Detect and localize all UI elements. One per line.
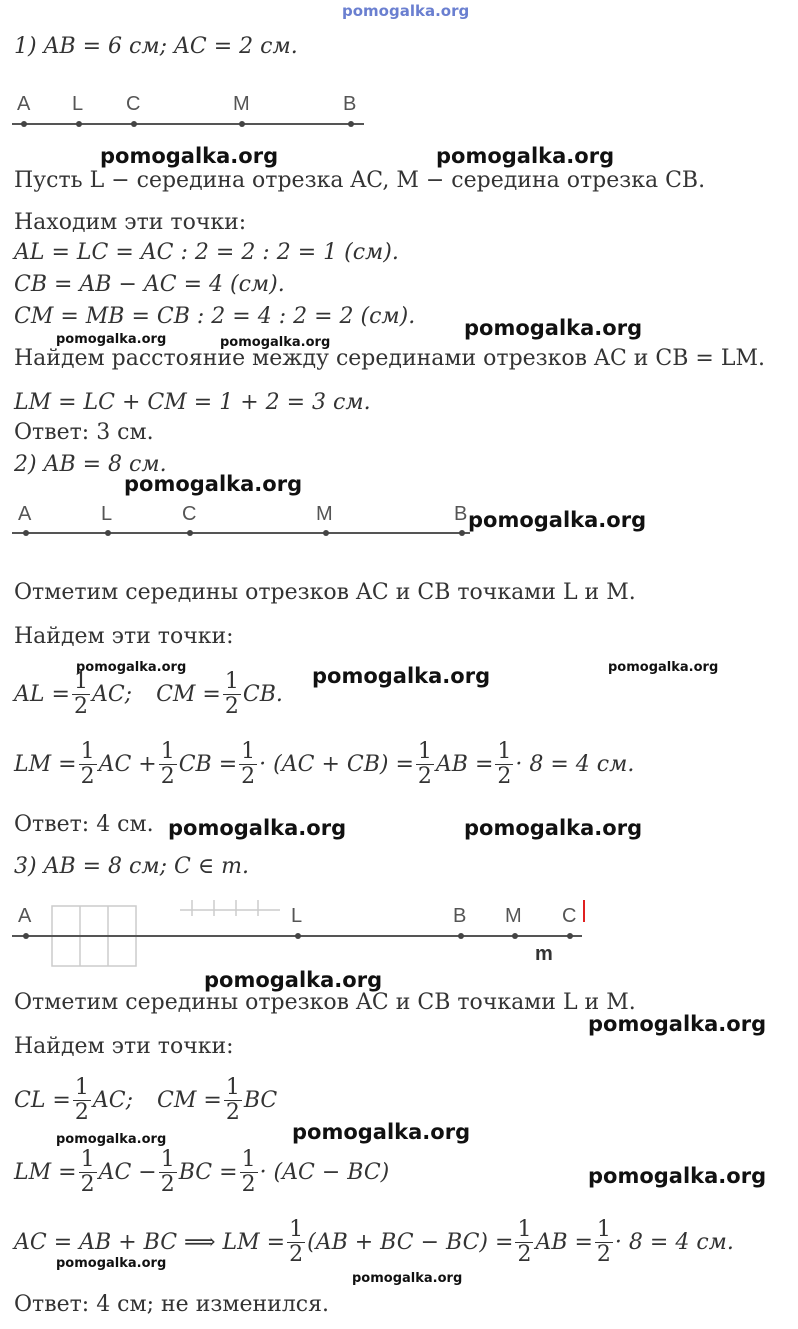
fraction-half: $\frac{1}{2}$ — [80, 739, 95, 789]
watermark: pomogalka.org — [352, 1271, 463, 1286]
part2-point-l — [105, 530, 111, 536]
part3-given: 3) AB = 8 см; C ∈ m. — [14, 854, 249, 879]
part1-label-c: C — [126, 93, 141, 115]
f-text: CB. — [242, 682, 283, 707]
part2-label-a: A — [18, 503, 32, 525]
watermark: pomogalka.org — [464, 816, 643, 840]
f-text: BC — [243, 1088, 278, 1113]
part1-given: 1) AB = 6 см; AC = 2 см. — [14, 34, 298, 59]
part2-formula2 — [14, 740, 634, 789]
part3-point-a — [23, 933, 29, 939]
part3-label-c: C — [562, 905, 577, 927]
watermark: pomogalka.org — [124, 472, 303, 496]
part1-distance: Найдем расстояние между серединами отрезков AC и CB = LM. — [14, 346, 765, 371]
part3-formula1 — [14, 1076, 277, 1125]
f-text: AL = — [14, 682, 70, 707]
fraction-half: $\frac{1}{2}$ — [73, 669, 88, 719]
f-text: · 8 = 4 см. — [614, 1230, 734, 1255]
part3-point-b — [458, 933, 464, 939]
part1-result: LM = LC + CM = 1 + 2 = 3 см. — [14, 390, 371, 415]
watermark: pomogalka.org — [100, 144, 279, 168]
f-text: BC = — [178, 1160, 238, 1185]
f-text: AB = — [435, 752, 494, 777]
part1-intro: Пусть L − середина отрезка AC, M − середина отрезка CB. — [14, 168, 706, 193]
f-text: AB = — [535, 1230, 593, 1255]
f-text: CL = — [14, 1088, 71, 1113]
part3-label-a: A — [18, 905, 32, 927]
part2-given: 2) AB = 8 см. — [14, 452, 167, 477]
part2-find-header: Найдем эти точки: — [14, 624, 234, 649]
part2-label-b: B — [454, 503, 468, 525]
part2-point-m — [323, 530, 329, 536]
f-text: · (AC − BC) — [259, 1160, 390, 1185]
f-text: · 8 = 4 см. — [515, 752, 635, 777]
f-text: CM = — [156, 682, 221, 707]
watermark: pomogalka.org — [436, 144, 615, 168]
watermark: pomogalka.org — [56, 332, 167, 347]
fraction-half: $\frac{1}{2}$ — [74, 1075, 89, 1125]
part2-mark: Отметим середины отрезков AC и CB точками L и M. — [14, 580, 636, 605]
watermark: pomogalka.org — [220, 335, 331, 350]
fraction-half: $\frac{1}{2}$ — [289, 1217, 304, 1267]
part3-answer: Ответ: 4 см; не изменился. — [14, 1292, 329, 1317]
part1-label-a: A — [17, 93, 31, 115]
part1-line3: CM = MB = CB : 2 = 4 : 2 = 2 (см). — [14, 304, 416, 329]
part3-mark: Отметим середины отрезков AC и CB точками L и M. — [14, 990, 636, 1015]
fraction-half: $\frac{1}{2}$ — [80, 1147, 95, 1197]
watermark: pomogalka.org — [608, 660, 719, 675]
part3-point-l — [295, 933, 301, 939]
part1-line1: AL = LC = AC : 2 = 2 : 2 = 1 (см). — [14, 240, 399, 265]
part2-label-c: C — [182, 503, 197, 525]
watermark: pomogalka.org — [76, 660, 187, 675]
watermark: pomogalka.org — [468, 508, 647, 532]
part2-point-c — [187, 530, 193, 536]
watermark: pomogalka.org — [168, 816, 347, 840]
fraction-half: $\frac{1}{2}$ — [596, 1217, 611, 1267]
f-text: AC; — [92, 1088, 134, 1113]
watermark-top: pomogalka.org — [342, 2, 470, 20]
part1-label-l: L — [72, 93, 84, 115]
fraction-half: $\frac{1}{2}$ — [160, 1147, 175, 1197]
part2-label-l: L — [101, 503, 113, 525]
fraction-half: $\frac{1}{2}$ — [497, 739, 512, 789]
watermark: pomogalka.org — [56, 1132, 167, 1147]
part1-point-b — [348, 121, 354, 127]
watermark: pomogalka.org — [204, 968, 383, 992]
watermark: pomogalka.org — [292, 1120, 471, 1144]
part3-formula2 — [14, 1148, 389, 1197]
part3-label-m: M — [505, 905, 522, 927]
f-text: CM = — [157, 1088, 222, 1113]
part1-point-m — [239, 121, 245, 127]
part1-find-header: Находим эти точки: — [14, 210, 247, 235]
part1-label-b: B — [343, 93, 357, 115]
part3-find-header: Найдем эти точки: — [14, 1034, 234, 1059]
fraction-half: $\frac{1}{2}$ — [224, 669, 239, 719]
watermark: pomogalka.org — [588, 1012, 767, 1036]
part3-faint-grid — [52, 900, 280, 966]
part1-answer: Ответ: 3 см. — [14, 420, 154, 445]
f-text: LM = — [14, 752, 77, 777]
fraction-half: $\frac{1}{2}$ — [241, 739, 256, 789]
watermark: pomogalka.org — [56, 1256, 167, 1271]
part2-formula1 — [14, 670, 283, 719]
part1-point-l — [76, 121, 82, 127]
fraction-half: $\frac{1}{2}$ — [417, 739, 432, 789]
fraction-half: $\frac{1}{2}$ — [517, 1217, 532, 1267]
part3-line-label: m — [535, 943, 553, 965]
watermark: pomogalka.org — [588, 1164, 767, 1188]
part2-answer: Ответ: 4 см. — [14, 812, 154, 837]
part1-label-m: M — [233, 93, 250, 115]
f-text: LM = — [14, 1160, 77, 1185]
part3-point-m — [512, 933, 518, 939]
part2-point-a — [23, 530, 29, 536]
f-text: AC − — [98, 1160, 157, 1185]
f-text: AC = AB + BC ⟹ LM = — [14, 1230, 286, 1255]
part3-label-b: B — [453, 905, 467, 927]
part1-point-a — [21, 121, 27, 127]
part2-point-b — [459, 530, 465, 536]
part3-label-l: L — [291, 905, 303, 927]
f-text: AC + — [98, 752, 157, 777]
part1-line2: CB = AB − AC = 4 (см). — [14, 272, 285, 297]
f-text: AC; — [91, 682, 133, 707]
f-text: · (AC + CB) = — [259, 752, 414, 777]
watermark: pomogalka.org — [312, 664, 491, 688]
fraction-half: $\frac{1}{2}$ — [160, 739, 175, 789]
part1-point-c — [131, 121, 137, 127]
fraction-half: $\frac{1}{2}$ — [241, 1147, 256, 1197]
f-text: CB = — [178, 752, 238, 777]
part3-point-c — [567, 933, 573, 939]
watermark: pomogalka.org — [464, 316, 643, 340]
part2-label-m: M — [316, 503, 333, 525]
fraction-half: $\frac{1}{2}$ — [225, 1075, 240, 1125]
f-text: (AB + BC − BC) = — [307, 1230, 514, 1255]
